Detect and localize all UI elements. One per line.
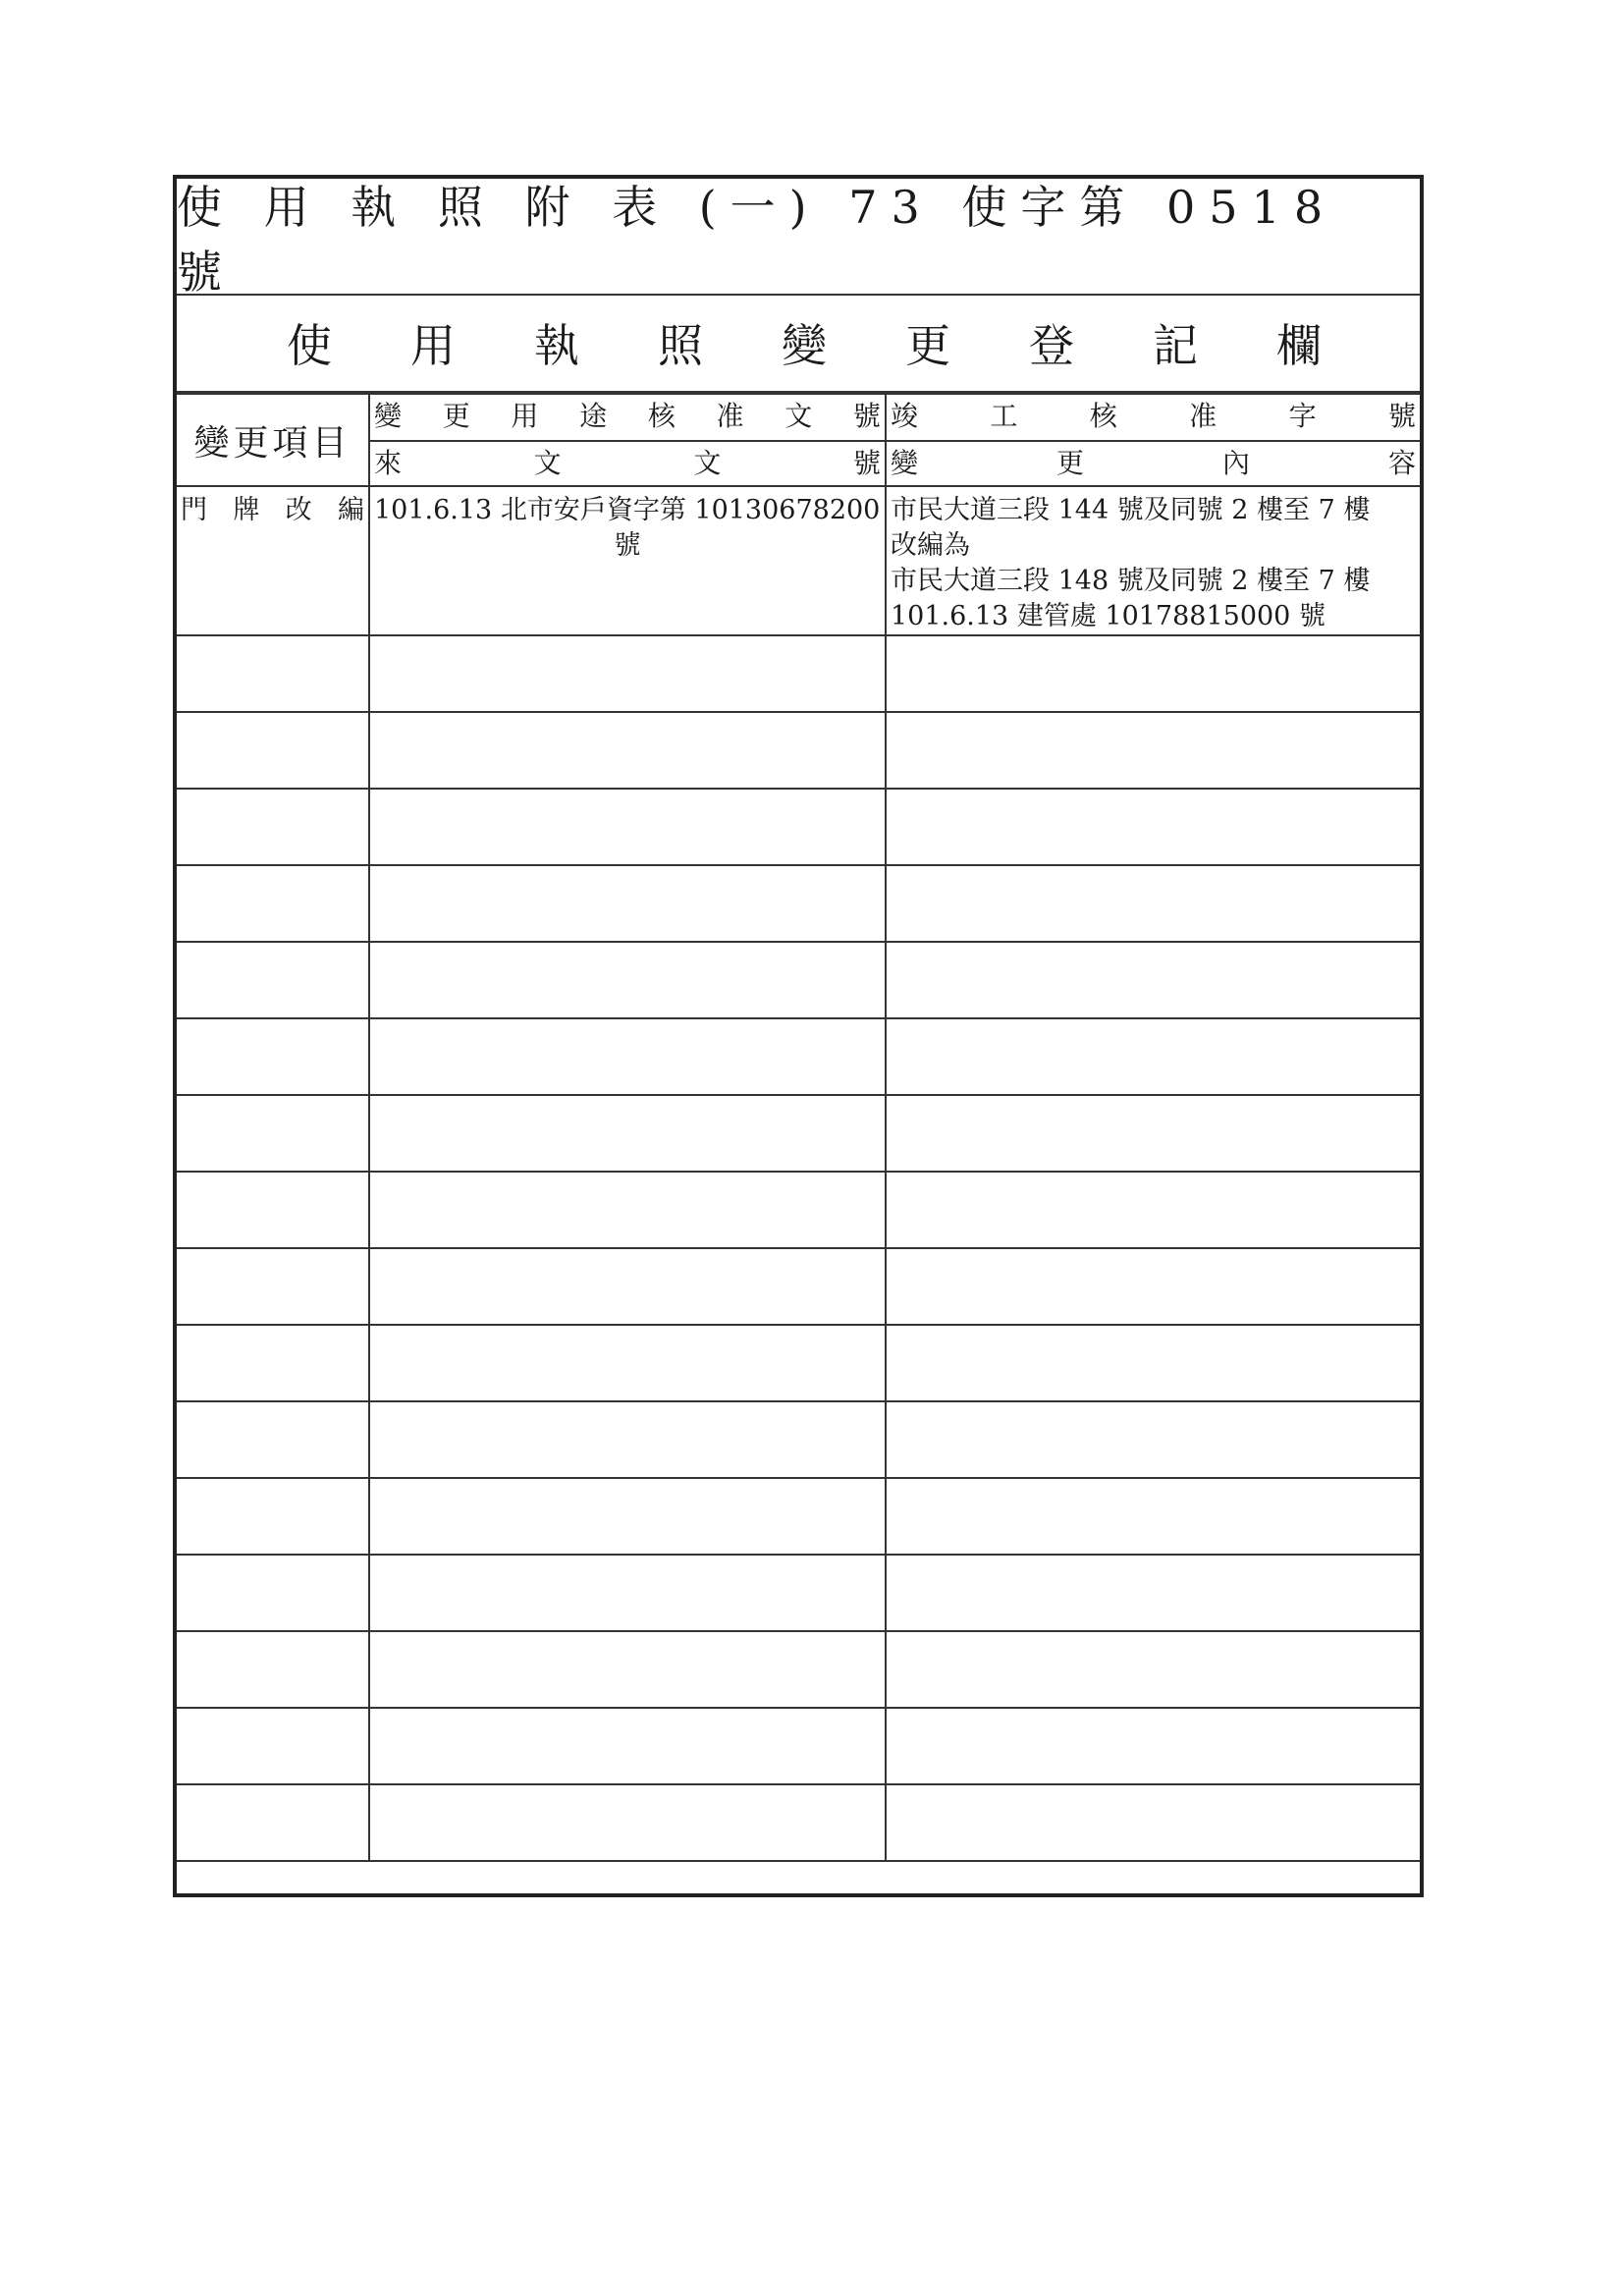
doc-number-cell: [369, 865, 886, 942]
header-char: 變: [374, 400, 403, 432]
subtitle-char: 欄: [1276, 318, 1322, 372]
change-item-cell: [177, 942, 369, 1018]
change-content-cell: [886, 635, 1420, 712]
doc-number-cell: [369, 1631, 886, 1708]
header-char: 字: [1288, 400, 1317, 432]
header-char: 來: [374, 447, 403, 479]
change-content-cell: [886, 1631, 1420, 1708]
header-char: 竣: [891, 400, 919, 432]
doc-line: 101.6.13 北市安戶資字第 10130678200: [374, 495, 881, 525]
doc-number-cell: [369, 942, 886, 1018]
table-row: [177, 635, 1420, 712]
change-item-cell: [177, 1095, 369, 1172]
change-content-cell: [886, 1248, 1420, 1325]
doc-number-cell: [369, 1784, 886, 1861]
table-row: [177, 1784, 1420, 1861]
doc-number-cell: [369, 1555, 886, 1631]
change-item-cell: [177, 1248, 369, 1325]
change-item-cell: [177, 486, 369, 635]
change-item-cell: [177, 1401, 369, 1478]
header-char: 准: [1189, 400, 1217, 432]
table-row: [177, 1401, 1420, 1478]
change-item-cell: [177, 789, 369, 865]
table-row: [177, 486, 1420, 635]
change-item-cell: [177, 1555, 369, 1631]
header-char: 內: [1221, 447, 1250, 479]
header-char: 准: [716, 400, 744, 432]
license-form: [173, 175, 1424, 1897]
table-row: [177, 1708, 1420, 1784]
change-content-cell: [886, 1172, 1420, 1248]
table-row: [177, 1172, 1420, 1248]
change-item-cell: [177, 1784, 369, 1861]
change-content-cell: [886, 865, 1420, 942]
content-line: 市民大道三段 144 號及同號 2 樓至 7 樓: [891, 495, 1371, 525]
header-char: 變: [891, 447, 919, 479]
header-char: 更: [1055, 447, 1084, 479]
header-change-content: [886, 441, 1420, 486]
header-incoming-doc-no: [369, 441, 886, 486]
change-register-table: [177, 393, 1420, 1862]
change-content-cell: [886, 1555, 1420, 1631]
doc-number-cell: [369, 789, 886, 865]
subtitle-char: 變: [782, 318, 827, 372]
header-char: 核: [647, 400, 676, 432]
change-content-cell: [886, 1478, 1420, 1555]
change-item-cell: [177, 635, 369, 712]
subtitle-char: 更: [905, 318, 950, 372]
subtitle-char: 照: [658, 318, 703, 372]
item-char: 牌: [233, 495, 260, 525]
header-row-top: [177, 394, 1420, 441]
change-item-cell: [177, 1631, 369, 1708]
change-content-cell: [886, 1018, 1420, 1095]
subtitle-char: 使: [287, 318, 332, 372]
change-content-cell: [886, 712, 1420, 789]
header-char: 文: [533, 447, 562, 479]
header-char: 用: [511, 400, 539, 432]
content-line: 改編為: [891, 530, 970, 561]
header-char: 號: [852, 447, 881, 479]
content-line: 市民大道三段 148 號及同號 2 樓至 7 樓: [891, 566, 1371, 596]
change-content-cell: [886, 1708, 1420, 1784]
header-char: 容: [1387, 447, 1416, 479]
doc-number-cell: [369, 1401, 886, 1478]
change-content-cell: [886, 1095, 1420, 1172]
doc-number-cell: [369, 1018, 886, 1095]
table-row: [177, 1555, 1420, 1631]
change-content-cell: [886, 942, 1420, 1018]
doc-number-cell: [369, 1325, 886, 1401]
change-content-cell: [886, 1401, 1420, 1478]
content-line: 101.6.13 建管處 10178815000 號: [891, 601, 1325, 631]
subtitle-char: 登: [1029, 318, 1074, 372]
change-content-cell: [886, 1784, 1420, 1861]
subtitle-char: 用: [410, 318, 456, 372]
form-title: 使 用 執 照 附 表 (一) 73 使字第 0518 號: [177, 179, 1420, 296]
doc-number-cell: [369, 486, 886, 635]
header-change-item: 變更項目: [177, 394, 369, 486]
subtitle-char: 記: [1153, 318, 1198, 372]
item-char: 編: [337, 495, 364, 525]
change-item-cell: [177, 712, 369, 789]
doc-number-cell: [369, 1095, 886, 1172]
table-row: [177, 1095, 1420, 1172]
table-row: [177, 1248, 1420, 1325]
header-completion-approval-no: [886, 394, 1420, 441]
subtitle-char: 執: [534, 318, 579, 372]
item-char: 門: [181, 495, 207, 525]
header-char: 文: [784, 400, 813, 432]
table-row: [177, 1478, 1420, 1555]
doc-number-cell: [369, 1248, 886, 1325]
header-char: 文: [693, 447, 722, 479]
item-char: 改: [285, 495, 312, 525]
table-row: [177, 865, 1420, 942]
doc-number-cell: [369, 712, 886, 789]
doc-number-cell: [369, 635, 886, 712]
change-item-cell: [177, 1325, 369, 1401]
change-item-cell: [177, 865, 369, 942]
change-content-cell: [886, 1325, 1420, 1401]
table-row: [177, 942, 1420, 1018]
change-item-cell: [177, 1018, 369, 1095]
header-char: 核: [1089, 400, 1117, 432]
header-char: 號: [852, 400, 881, 432]
doc-number-cell: [369, 1172, 886, 1248]
table-row: [177, 712, 1420, 789]
header-char: 更: [442, 400, 470, 432]
change-item-cell: [177, 1708, 369, 1784]
table-row: [177, 1018, 1420, 1095]
table-row: [177, 1631, 1420, 1708]
header-char: 工: [990, 400, 1018, 432]
doc-line: 號: [614, 530, 641, 561]
change-item-cell: [177, 1478, 369, 1555]
doc-number-cell: [369, 1708, 886, 1784]
change-content-cell: [886, 486, 1420, 635]
doc-number-cell: [369, 1478, 886, 1555]
change-item-cell: [177, 1172, 369, 1248]
header-approval-doc-no: [369, 394, 886, 441]
change-content-cell: [886, 789, 1420, 865]
form-subtitle: [177, 294, 1420, 393]
table-row: [177, 789, 1420, 865]
header-char: 號: [1387, 400, 1416, 432]
header-char: 途: [579, 400, 608, 432]
table-row: [177, 1325, 1420, 1401]
